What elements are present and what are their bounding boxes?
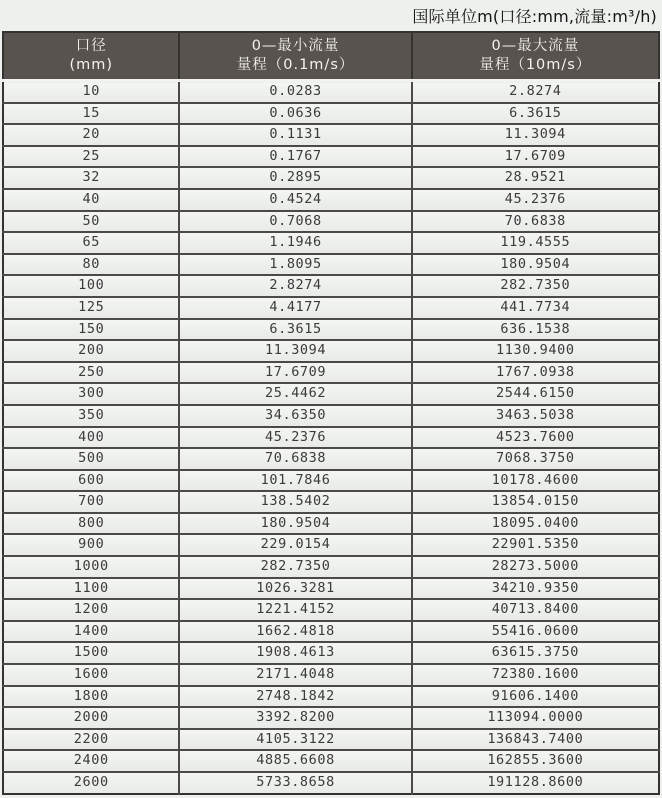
diameter-cell: 200: [3, 340, 179, 362]
max-flow-cell: 113094.0000: [412, 707, 659, 729]
min-flow-cell: 4885.6608: [179, 750, 411, 772]
min-flow-cell: 0.1131: [179, 124, 411, 146]
table-row: [3, 275, 659, 297]
diameter-cell: 2000: [3, 707, 179, 729]
table-row: [3, 383, 659, 405]
min-flow-cell: 0.1767: [179, 146, 411, 168]
title-bar: [0, 0, 662, 31]
table-row: [3, 405, 659, 427]
page-title: 国际单位m(口径:mm,流量:m³/h): [412, 7, 657, 26]
table-row: [3, 167, 659, 189]
max-flow-cell: 180.9504: [412, 254, 659, 276]
max-flow-cell: 119.4555: [412, 232, 659, 254]
min-flow-cell: 101.7846: [179, 470, 411, 492]
table-row: [3, 340, 659, 362]
min-flow-cell: 2.8274: [179, 275, 411, 297]
diameter-cell: 400: [3, 427, 179, 449]
table-row: [3, 707, 659, 729]
min-flow-cell: 1908.4613: [179, 642, 411, 664]
max-flow-cell: 11.3094: [412, 124, 659, 146]
max-flow-cell: 70.6838: [412, 211, 659, 233]
diameter-cell: 50: [3, 211, 179, 233]
table-row: [3, 750, 659, 772]
max-flow-cell: 34210.9350: [412, 578, 659, 600]
max-flow-cell: 28273.5000: [412, 556, 659, 578]
table-row: [3, 124, 659, 146]
min-flow-cell: 138.5402: [179, 491, 411, 513]
table-row: [3, 599, 659, 621]
min-flow-cell: 0.0636: [179, 103, 411, 125]
max-flow-cell: 191128.8600: [412, 772, 659, 794]
diameter-cell: 2600: [3, 772, 179, 794]
table-row: [3, 319, 659, 341]
table-row: [3, 362, 659, 384]
diameter-cell: 250: [3, 362, 179, 384]
flow-range-table: [2, 31, 660, 795]
column-header-min-flow-line1: 0—最小流量: [251, 38, 340, 54]
diameter-cell: 80: [3, 254, 179, 276]
max-flow-cell: 7068.3750: [412, 448, 659, 470]
min-flow-cell: 229.0154: [179, 534, 411, 556]
min-flow-cell: 1026.3281: [179, 578, 411, 600]
diameter-cell: 1400: [3, 621, 179, 643]
min-flow-cell: 0.0283: [179, 81, 411, 103]
diameter-cell: 600: [3, 470, 179, 492]
min-flow-cell: 4.4177: [179, 297, 411, 319]
diameter-cell: 700: [3, 491, 179, 513]
diameter-cell: 15: [3, 103, 179, 125]
diameter-cell: 100: [3, 275, 179, 297]
table-row: [3, 189, 659, 211]
header-row: [3, 32, 659, 81]
diameter-cell: 32: [3, 167, 179, 189]
max-flow-cell: 55416.0600: [412, 621, 659, 643]
table-header: [3, 32, 659, 81]
diameter-cell: 1200: [3, 599, 179, 621]
column-header-diameter-line1: 口径: [75, 38, 107, 54]
column-header-max-flow-line2: 量程（10m/s）: [479, 56, 592, 73]
diameter-cell: 125: [3, 297, 179, 319]
max-flow-cell: 3463.5038: [412, 405, 659, 427]
max-flow-cell: 162855.3600: [412, 750, 659, 772]
min-flow-cell: 3392.8200: [179, 707, 411, 729]
max-flow-cell: 91606.1400: [412, 686, 659, 708]
max-flow-cell: 72380.1600: [412, 664, 659, 686]
table-row: [3, 254, 659, 276]
max-flow-cell: 636.1538: [412, 319, 659, 341]
table-row: [3, 621, 659, 643]
diameter-cell: 1100: [3, 578, 179, 600]
table-row: [3, 427, 659, 449]
diameter-cell: 40: [3, 189, 179, 211]
max-flow-cell: 2544.6150: [412, 383, 659, 405]
table-row: [3, 103, 659, 125]
diameter-cell: 10: [3, 81, 179, 103]
column-header-diameter: [3, 32, 179, 81]
table-row: [3, 513, 659, 535]
diameter-cell: 1600: [3, 664, 179, 686]
diameter-cell: 900: [3, 534, 179, 556]
min-flow-cell: 0.7068: [179, 211, 411, 233]
diameter-cell: 20: [3, 124, 179, 146]
min-flow-cell: 2748.1842: [179, 686, 411, 708]
min-flow-cell: 1.8095: [179, 254, 411, 276]
max-flow-cell: 17.6709: [412, 146, 659, 168]
max-flow-cell: 1130.9400: [412, 340, 659, 362]
min-flow-cell: 17.6709: [179, 362, 411, 384]
min-flow-cell: 0.2895: [179, 167, 411, 189]
diameter-cell: 300: [3, 383, 179, 405]
table-row: [3, 232, 659, 254]
min-flow-cell: 2171.4048: [179, 664, 411, 686]
table-row: [3, 470, 659, 492]
min-flow-cell: 5733.8658: [179, 772, 411, 794]
max-flow-cell: 4523.7600: [412, 427, 659, 449]
min-flow-cell: 34.6350: [179, 405, 411, 427]
table-row: [3, 556, 659, 578]
max-flow-cell: 441.7734: [412, 297, 659, 319]
max-flow-cell: 6.3615: [412, 103, 659, 125]
table-row: [3, 686, 659, 708]
column-header-max-flow: [412, 32, 659, 81]
max-flow-cell: 45.2376: [412, 189, 659, 211]
diameter-cell: 1800: [3, 686, 179, 708]
table-row: [3, 491, 659, 513]
max-flow-cell: 13854.0150: [412, 491, 659, 513]
diameter-cell: 150: [3, 319, 179, 341]
max-flow-cell: 28.9521: [412, 167, 659, 189]
table-body: [3, 81, 659, 794]
max-flow-cell: 282.7350: [412, 275, 659, 297]
max-flow-cell: 40713.8400: [412, 599, 659, 621]
min-flow-cell: 25.4462: [179, 383, 411, 405]
min-flow-cell: 45.2376: [179, 427, 411, 449]
min-flow-cell: 180.9504: [179, 513, 411, 535]
diameter-cell: 800: [3, 513, 179, 535]
min-flow-cell: 1662.4818: [179, 621, 411, 643]
column-header-max-flow-line1: 0—最大流量: [491, 38, 580, 54]
diameter-cell: 65: [3, 232, 179, 254]
diameter-cell: 500: [3, 448, 179, 470]
table-row: [3, 664, 659, 686]
table-row: [3, 534, 659, 556]
table-row: [3, 211, 659, 233]
max-flow-cell: 18095.0400: [412, 513, 659, 535]
column-header-min-flow: [179, 32, 411, 81]
max-flow-cell: 136843.7400: [412, 729, 659, 751]
max-flow-cell: 63615.3750: [412, 642, 659, 664]
min-flow-cell: 282.7350: [179, 556, 411, 578]
max-flow-cell: 10178.4600: [412, 470, 659, 492]
min-flow-cell: 0.4524: [179, 189, 411, 211]
table-row: [3, 729, 659, 751]
diameter-cell: 2400: [3, 750, 179, 772]
diameter-cell: 1500: [3, 642, 179, 664]
table-row: [3, 81, 659, 103]
diameter-cell: 350: [3, 405, 179, 427]
min-flow-cell: 4105.3122: [179, 729, 411, 751]
min-flow-cell: 1.1946: [179, 232, 411, 254]
min-flow-cell: 6.3615: [179, 319, 411, 341]
table-row: [3, 578, 659, 600]
column-header-diameter-line2: (mm): [69, 56, 114, 73]
min-flow-cell: 11.3094: [179, 340, 411, 362]
table-row: [3, 772, 659, 794]
diameter-cell: 1000: [3, 556, 179, 578]
max-flow-cell: 1767.0938: [412, 362, 659, 384]
table-row: [3, 297, 659, 319]
table-row: [3, 448, 659, 470]
min-flow-cell: 70.6838: [179, 448, 411, 470]
table-row: [3, 642, 659, 664]
min-flow-cell: 1221.4152: [179, 599, 411, 621]
column-header-min-flow-line2: 量程（0.1m/s）: [236, 56, 355, 73]
diameter-cell: 2200: [3, 729, 179, 751]
max-flow-cell: 22901.5350: [412, 534, 659, 556]
table-row: [3, 146, 659, 168]
diameter-cell: 25: [3, 146, 179, 168]
max-flow-cell: 2.8274: [412, 81, 659, 103]
